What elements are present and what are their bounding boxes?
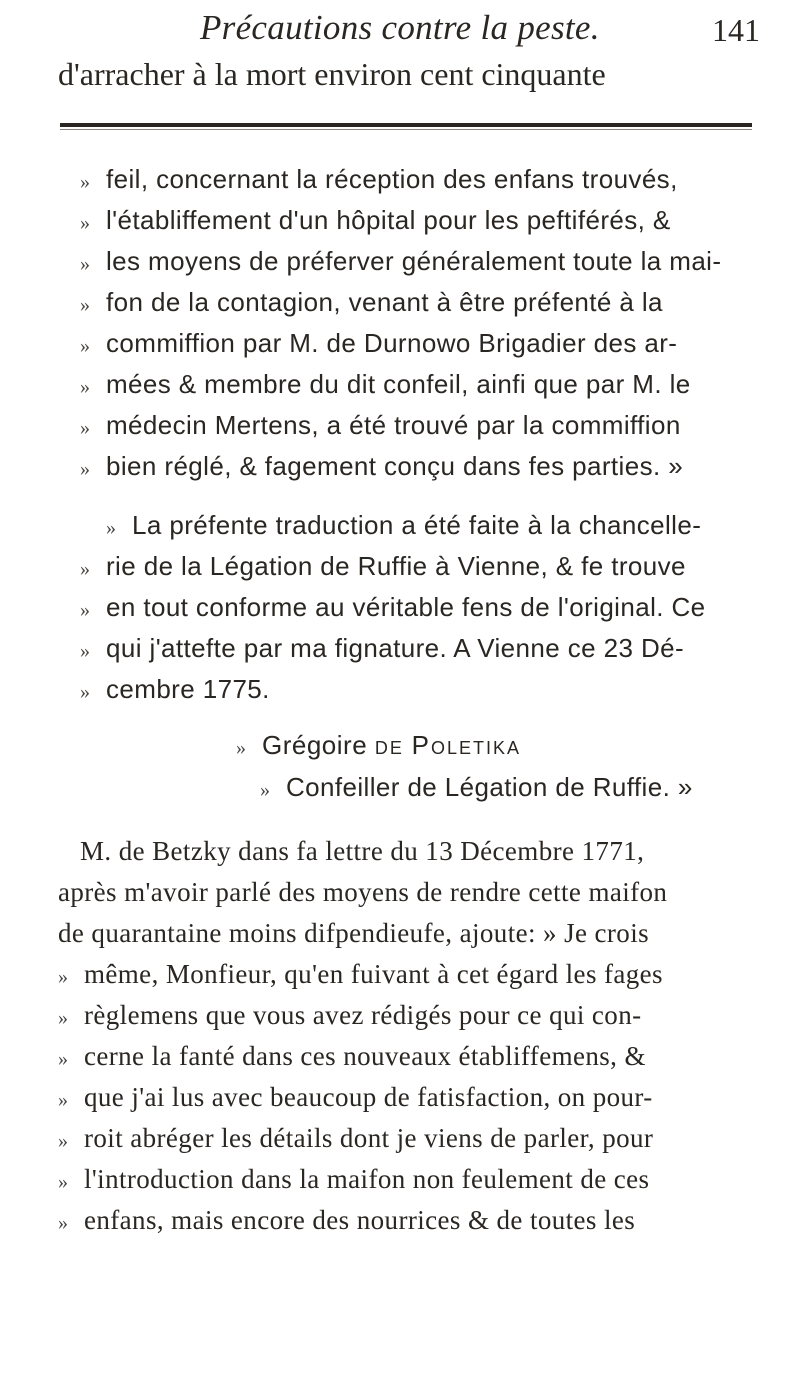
quote-mark: » (80, 417, 91, 439)
note-line (106, 510, 701, 541)
quote-mark: » (80, 253, 91, 275)
note-line-text: en tout conforme au véritable fens de l'original. Ce (106, 592, 706, 622)
note-line-text: cembre 1775. (106, 674, 270, 704)
paragraph-line-text: roit abréger les détails dont je viens de parler, pour (84, 1123, 654, 1153)
quote-line (80, 246, 721, 277)
quote-line-text: les moyens de préferver généralement toute la mai- (106, 246, 722, 276)
paragraph-line (58, 959, 663, 990)
quote-mark: » (58, 1171, 69, 1193)
paragraph-line-text: après m'avoir parlé des moyens de rendre cette maifon (58, 877, 668, 907)
quote-mark: » (58, 1007, 69, 1029)
quote-mark: » (58, 1048, 69, 1070)
quote-line (80, 164, 678, 195)
quote-mark: » (80, 376, 91, 398)
quote-mark: » (58, 1089, 69, 1111)
paragraph-line (58, 1000, 642, 1031)
quote-line-text: commiffion par M. de Durnowo Brigadier des ar- (106, 328, 678, 358)
paragraph-line (58, 1205, 635, 1236)
quote-mark: » (236, 737, 247, 759)
quote-line-text: bien réglé, & fagement conçu dans fes parties. » (106, 451, 684, 481)
quote-line-text: l'établiffement d'un hôpital pour les peftiférés, & (106, 205, 671, 235)
paragraph-line-text: que j'ai lus avec beaucoup de fatisfaction, on pour- (84, 1082, 653, 1112)
note-line (80, 674, 270, 705)
note-line-text: rie de la Légation de Ruffie à Vienne, & fe trouve (106, 551, 686, 581)
paragraph-line (58, 1123, 653, 1154)
page-number: 141 (712, 12, 760, 48)
quote-mark: » (80, 212, 91, 234)
paragraph-line-text: cerne la fanté dans ces nouveaux établiffemens, & (84, 1041, 646, 1071)
quote-line (80, 369, 691, 400)
signature-title-line (260, 772, 693, 803)
quote-mark: » (80, 335, 91, 357)
note-line (80, 633, 684, 664)
signature-title: Confeiller de Légation de Ruffie. » (286, 772, 693, 802)
paragraph-line (58, 836, 644, 867)
paragraph-line (58, 1041, 646, 1072)
note-line-text: qui j'attefte par ma fignature. A Vienne ce 23 Dé- (106, 633, 685, 663)
quote-line (80, 328, 677, 359)
quote-mark: » (80, 599, 91, 621)
paragraph-line (58, 918, 649, 949)
paragraph-line-text: règlemens que vous avez rédigés pour ce qui con- (84, 1000, 642, 1030)
paragraph-line (58, 877, 667, 908)
quote-line (80, 205, 671, 236)
quote-line-text: médecin Mertens, a été trouvé par la commiffion (106, 410, 681, 440)
running-head (200, 8, 760, 48)
paragraph-line-text: M. de Betzky dans fa lettre du 13 Décembre 1771, (80, 836, 645, 866)
running-title: Précautions contre la peste. (200, 8, 600, 47)
paragraph-line-text: de quarantaine moins difpendieufe, ajoute: » Je crois (58, 918, 650, 948)
paragraph-line (58, 1082, 653, 1113)
paragraph-line-text: même, Monfieur, qu'en fuivant à cet égard les fages (84, 959, 663, 989)
carry-over-line: d'arracher à la mort environ cent cinquante (58, 56, 606, 92)
quote-mark: » (58, 1212, 69, 1234)
signature-given-name: Grégoire (262, 730, 368, 760)
quote-mark: » (260, 779, 271, 801)
quote-line-text: mées & membre du dit confeil, ainfi que par M. le (106, 369, 691, 399)
quote-mark: » (106, 517, 117, 539)
quote-line-text: feil, concernant la réception des enfans trouvés, (106, 164, 678, 194)
paragraph-line-text: enfans, mais encore des nourrices & de toutes les (84, 1205, 636, 1235)
note-line-text: La préfente traduction a été faite à la chancelle- (132, 510, 702, 540)
note-line (80, 592, 706, 623)
quote-mark: » (80, 458, 91, 480)
quote-mark: » (80, 558, 91, 580)
signature-particle: de (374, 730, 404, 760)
quote-mark: » (80, 681, 91, 703)
note-line (80, 551, 686, 582)
quote-mark: » (80, 294, 91, 316)
signature-surname: Poletika (411, 730, 522, 760)
separator-rule (60, 123, 752, 127)
quote-mark: » (58, 966, 69, 988)
separator-rule-thin (60, 129, 752, 130)
paragraph-line-text: l'introduction dans la maifon non feulement de ces (84, 1164, 650, 1194)
quote-mark: » (80, 640, 91, 662)
quote-mark: » (58, 1130, 69, 1152)
quote-line (80, 451, 683, 482)
quote-line (80, 287, 663, 318)
quote-mark: » (80, 171, 91, 193)
signature-name-line (236, 730, 521, 761)
quote-line (80, 410, 681, 441)
quote-line-text: fon de la contagion, venant à être préfenté à la (106, 287, 663, 317)
paragraph-line (58, 1164, 649, 1195)
